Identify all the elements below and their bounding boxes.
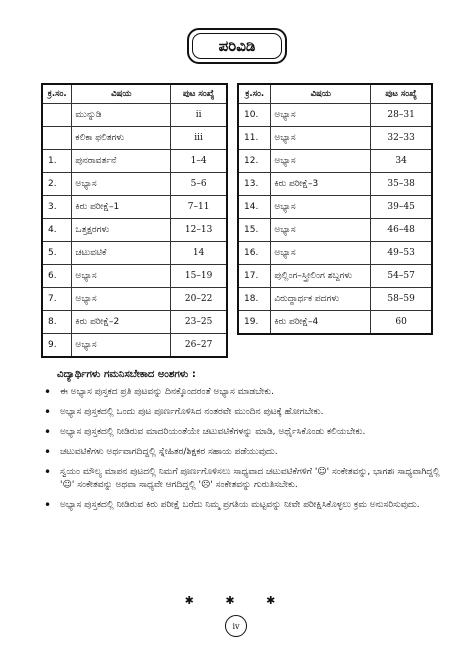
toc-row-number: 10. (238, 104, 271, 127)
toc-row-topic: ಅಭ್ಯಾಸ (72, 173, 171, 196)
table-row (42, 127, 227, 150)
toc-row-number (42, 104, 72, 127)
toc-row-topic: ಕಲಿಕಾ ಫಲಿತಗಳು (72, 127, 171, 150)
toc-row-number: 19. (238, 311, 271, 335)
toc-header-num: ಕ್ರ.ಸಂ. (42, 84, 72, 104)
toc-row-page: 46–48 (371, 219, 432, 242)
table-row (238, 311, 432, 335)
toc-row-number: 17. (238, 265, 271, 288)
list-item: • ಚಟುವಟಿಕೆಗಳು ಅರ್ಥವಾಗದಿದ್ದಲ್ಲಿ ಸ್ನೇಹಿತರ/ಶಿಕ್ಷಕರ ಸಹಾಯ ಪಡೆಯುವುದು. (40, 446, 440, 459)
toc-row-number: 16. (238, 242, 271, 265)
list-item: • ಅಭ್ಯಾಸ ಪುಸ್ತಕದಲ್ಲಿ ನೀಡಿರುವ ಮಾದರಿಯಂತೆಯೇ ಚಟುವಟಿಕೆಗಳನ್ನು ಮಾಡಿ, ಅರ್ಥೈಸಿಕೊಂಡು ಕಲಿಯಬೇಕು. (40, 426, 440, 439)
toc-row-topic: ಕಿರು ಪರೀಕ್ಷೆ–2 (72, 311, 171, 334)
table-row (238, 127, 432, 150)
toc-row-topic: ಅಭ್ಯಾಸ (72, 265, 171, 288)
toc-row-topic: ಚಟುವಟಿಕೆ (72, 242, 171, 265)
toc-header-row (42, 84, 227, 104)
toc-table-left (41, 83, 228, 358)
toc-row-number: 4. (42, 219, 72, 242)
list-item: • ಸ್ವಯಂ ಮೌಲ್ಯ ಮಾಪನ ಪುಟದಲ್ಲಿ ನಿಮಗೆ ಪೂರ್ಣಗೊಳಿಸಲು ಸಾಧ್ಯವಾದ ಚಟುವಟಿಕೆಗಳಿಗೆ '☺' ಸಂಕೇತವನ್ನು, ಭಾಗಶಃ ಸಾಧ್ಯವಾಗಿದ್ದಲ್ಲಿ '☺' ಸಂಕೇತವನ್ನು ಅಥವಾ ಸಾಧ್ಯವೇ ಆಗದಿದ್ದಲ್ಲಿ '☹' ಸಂಕೇತವನ್ನು ಗುರುತಿಸಬೇಕು. (40, 466, 440, 492)
toc-row-topic: ಅಭ್ಯಾಸ (72, 288, 171, 311)
toc-row-page: 7–11 (171, 196, 227, 219)
notes-heading: ವಿದ್ಯಾರ್ಥಿಗಳು ಗಮನಿಸಬೇಕಾದ ಅಂಶಗಳು : (57, 369, 196, 380)
toc-row-number: 1. (42, 150, 72, 173)
toc-row-number: 11. (238, 127, 271, 150)
list-item: • ಅಭ್ಯಾಸ ಪುಸ್ತಕದಲ್ಲಿ ಒಂದು ಪುಟ ಪೂರ್ಣಗೊಳಿಸಿದ ನಂತರವೇ ಮುಂದಿನ ಪುಟಕ್ಕೆ ಹೋಗಬೇಕು. (40, 406, 440, 419)
toc-row-topic: ಅಭ್ಯಾಸ (72, 334, 171, 358)
toc-row-page: 15–19 (171, 265, 227, 288)
table-row (238, 150, 432, 173)
toc-row-page: 39–45 (371, 196, 432, 219)
toc-row-page: 5–6 (171, 173, 227, 196)
toc-header-page: ಪುಟ ಸಂಖ್ಯೆ (171, 84, 227, 104)
toc-row-page: 14 (171, 242, 227, 265)
toc-row-page: ii (171, 104, 227, 127)
toc-row-page: 12–13 (171, 219, 227, 242)
toc-row-number: 5. (42, 242, 72, 265)
table-row (42, 219, 227, 242)
toc-row-topic: ಒತ್ತಕ್ಷರಗಳು (72, 219, 171, 242)
toc-row-topic: ಪುನರಾವರ್ತನೆ (72, 150, 171, 173)
table-row (42, 334, 227, 358)
table-row (238, 173, 432, 196)
table-row (238, 219, 432, 242)
toc-row-number: 3. (42, 196, 72, 219)
toc-row-number: 15. (238, 219, 271, 242)
notes-list (40, 386, 440, 519)
toc-row-topic: ವಿರುದ್ಧಾರ್ಥಕ ಪದಗಳು (271, 288, 371, 311)
table-row (42, 311, 227, 334)
toc-row-page: 1–4 (171, 150, 227, 173)
toc-row-topic: ಅಭ್ಯಾಸ (271, 242, 371, 265)
toc-row-number: 7. (42, 288, 72, 311)
toc-row-number: 9. (42, 334, 72, 358)
table-row (42, 173, 227, 196)
table-row (238, 288, 432, 311)
toc-row-page: 20–22 (171, 288, 227, 311)
toc-row-number: 18. (238, 288, 271, 311)
table-row (42, 265, 227, 288)
table-row (238, 242, 432, 265)
table-row (238, 104, 432, 127)
toc-row-page: 26–27 (171, 334, 227, 358)
toc-header-page: ಪುಟ ಸಂಖ್ಯೆ (371, 84, 432, 104)
toc-row-number: 8. (42, 311, 72, 334)
toc-header-row (238, 84, 432, 104)
toc-row-number: 13. (238, 173, 271, 196)
toc-header-topic: ವಿಷಯ (271, 84, 371, 104)
toc-row-number: 12. (238, 150, 271, 173)
decorative-stars: ✱ ✱ ✱ (184, 594, 290, 607)
page-title (187, 28, 287, 64)
toc-row-topic: ಅಭ್ಯಾಸ (271, 196, 371, 219)
toc-row-page: 32–33 (371, 127, 432, 150)
toc-row-topic: ಮುನ್ನುಡಿ (72, 104, 171, 127)
table-row (42, 104, 227, 127)
toc-row-page: 60 (371, 311, 432, 335)
toc-header-num: ಕ್ರ.ಸಂ. (238, 84, 271, 104)
toc-row-topic: ಕಿರು ಪರೀಕ್ಷೆ–4 (271, 311, 371, 335)
toc-row-page: iii (171, 127, 227, 150)
toc-row-number: 6. (42, 265, 72, 288)
page-number: iv (225, 615, 247, 637)
toc-row-topic: ಕಿರು ಪರೀಕ್ಷೆ–1 (72, 196, 171, 219)
toc-row-page: 58–59 (371, 288, 432, 311)
table-row (42, 196, 227, 219)
toc-row-page: 28–31 (371, 104, 432, 127)
table-row (238, 196, 432, 219)
toc-row-topic: ಅಭ್ಯಾಸ (271, 104, 371, 127)
toc-header-topic: ವಿಷಯ (72, 84, 171, 104)
table-row (42, 150, 227, 173)
toc-row-page: 54–57 (371, 265, 432, 288)
list-item: • ಈ ಅಭ್ಯಾಸ ಪುಸ್ತಕದ ಪ್ರತಿ ಪುಟವನ್ನು ದಿನಕ್ಕೊಂದರಂತೆ ಅಭ್ಯಾಸ ಮಾಡಬೇಕು. (40, 386, 440, 399)
toc-row-page: 34 (371, 150, 432, 173)
toc-row-page: 49–53 (371, 242, 432, 265)
toc-table-right (237, 83, 433, 335)
toc-row-number (42, 127, 72, 150)
toc-row-page: 35–38 (371, 173, 432, 196)
toc-row-topic: ಅಭ್ಯಾಸ (271, 219, 371, 242)
page-title-text: ಪರಿವಿಡಿ (218, 37, 256, 55)
toc-row-topic: ಅಭ್ಯಾಸ (271, 150, 371, 173)
toc-row-number: 14. (238, 196, 271, 219)
toc-row-number: 2. (42, 173, 72, 196)
toc-row-topic: ಅಭ್ಯಾಸ (271, 127, 371, 150)
toc-row-topic: ಕಿರು ಪರೀಕ್ಷೆ–3 (271, 173, 371, 196)
table-row (238, 265, 432, 288)
list-item: • ಅಭ್ಯಾಸ ಪುಸ್ತಕದಲ್ಲಿ ನೀಡಿರುವ ಕಿರು ಪರೀಕ್ಷೆ ಬರೆದು ನಿಮ್ಮ ಪ್ರಗತಿಯ ಮಟ್ಟವನ್ನು ನೀವೇ ಪರೀಕ್ಷಿಸಿಕೊಳ್ಳಲು ಕ್ರಮ ಅನುಸರಿಸುವುದು. (40, 499, 440, 512)
toc-row-page: 23–25 (171, 311, 227, 334)
table-row (42, 288, 227, 311)
toc-row-topic: ಪುಲ್ಲಿಂಗ–ಸ್ತ್ರೀಲಿಂಗ ಶಬ್ದಗಳು (271, 265, 371, 288)
table-row (42, 242, 227, 265)
